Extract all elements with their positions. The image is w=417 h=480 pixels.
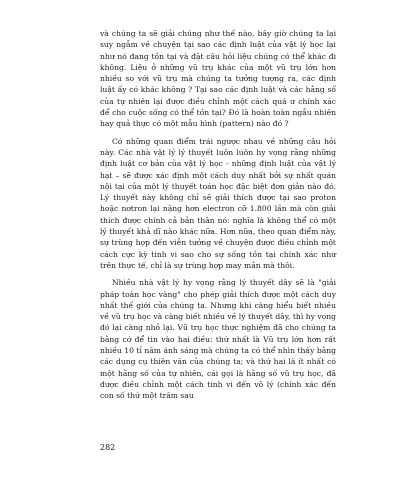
- body-text: [100, 28, 336, 408]
- paragraph-3: Nhiều nhà vật lý hy vọng rằng lý thuyết dây sẽ là "giải pháp toàn học vàng" cho phép giải thích được một cách duy nhất thế giới của chúng ta. Nhưng khi càng hiểu biết nhiều về vũ trụ học và càng biết nhiều về lý thuyết dây, thì hy vọng đó lại càng nhỏ lại. Vũ trụ học thực nghiệm đã cho chúng ta bằng cớ để tin vào hai điều: thứ nhất là Vũ trụ lớn hơn rất nhiều 10 tỉ năm ánh sáng mà chúng ta có thể nhìn thấy bằng các dụng cụ thiên văn của chúng ta; và thứ hai là ít nhất có một hằng số của tự nhiên, cái gọi là hằng số vũ trụ học, đã được điều chỉnh một cách tinh vi đến vô lý (chính xác đến con số thứ một trăm sau: [100, 278, 336, 401]
- paragraph-1: và chúng ta sẽ giải chúng như thế nào, bây giờ chúng ta lại suy ngẫm về chuyện tại sao các định luật của vật lý học lại như nó đang tồn tại và đặt câu hỏi liệu chúng có thể khác đi không. Liệu ở những vũ trụ khác của một vũ trụ lớn hơn nhiều so với vũ trụ mà chúng ta tưởng tượng ra, các định luật ấy có khác không ? Tại sao các định luật và các hằng số của tự nhiên lại được điều chỉnh một cách quá ư chính xác để cho cuộc sống có thể tồn tại? Đó là hoàn toàn ngẫu nhiên hay quả thực có một mẫu hình (pattern) nào đó ?: [100, 29, 336, 129]
- page-number: 282: [100, 443, 116, 452]
- paragraph-2: Có những quan điểm trái ngược nhau về những câu hỏi này. Các nhà vật lý lý thuyết luôn luôn hy vọng rằng những định luật cơ bản của vật lý học - những định luật của vật lý hạt – sẽ được xác định một cách duy nhất bởi sự nhất quán nội tại của một lý thuyết toán học đặc biệt đơn giản nào đó. Lý thuyết này không chỉ sẽ giải thích được tại sao proton hoặc nơtron lại nặng hơn electron cỡ 1.800 lần mà còn giải thích được chính cả bản thân nó: nghĩa là không thể có một lý thuyết khả dĩ nào khác nữa. Hơn nữa, theo quan điểm này, sự trùng hợp đến viễn tưởng về chuyện được điều chỉnh một cách cực kỳ tinh vi sao cho sự sống tồn tại chính xác như trên thực tế, chỉ là sự trùng hợp may mắn mà thôi.: [100, 136, 336, 270]
